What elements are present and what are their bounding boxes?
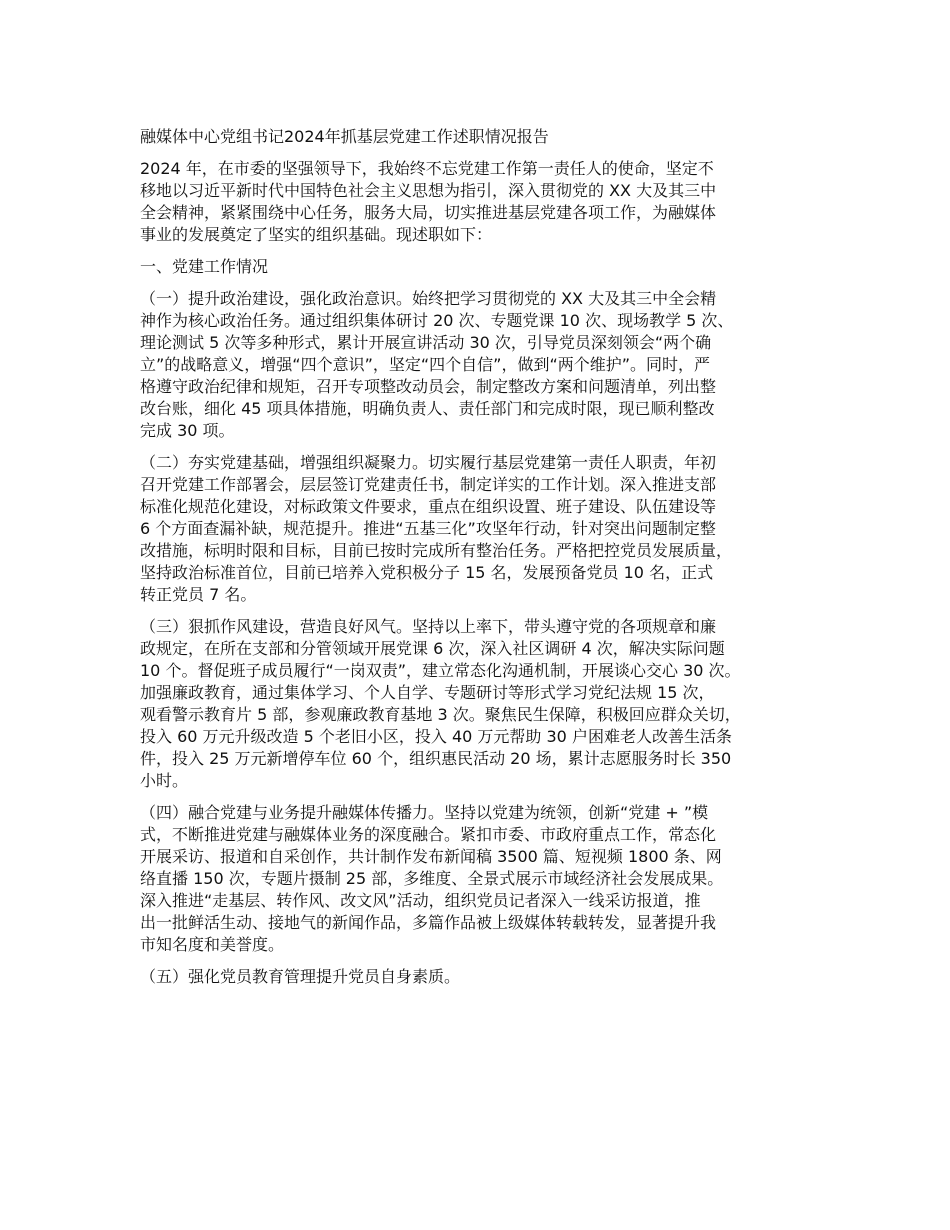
item3-line: 小时。: [140, 771, 189, 790]
item1-line: 改台账，细化 45 项具体措施，明确负责人、责任部门和完成时限，现已顺利整改: [140, 399, 715, 418]
item4-line: 络直播 150 次，专题片摄制 25 部，多维度、全景式展示市域经济社会发展成果。: [140, 869, 724, 888]
item1-line: 神作为核心政治任务。通过组织集体研讨 20 次、专题党课 10 次、现场教学 5 次、: [140, 311, 734, 330]
item2-line: 坚持政治标准首位，目前已培养入党积极分子 15 名，发展预备党员 10 名，正式: [140, 563, 714, 582]
intro-line: 全会精神，紧紧围绕中心任务，服务大局，切实推进基层党建各项工作，为融媒体: [140, 203, 717, 222]
section-heading: 一、党建工作情况: [140, 257, 269, 276]
item2-line: 召开党建工作部署会，层层签订党建责任书，制定详实的工作计划。深入推进支部: [140, 475, 717, 494]
item3-line: 政规定，在所在支部和分管领域开展党课 6 次，深入社区调研 4 次，解决实际问题: [140, 639, 725, 658]
intro-line: 2024 年，在市委的坚强领导下，我始终不忘党建工作第一责任人的使命，坚定不: [140, 159, 714, 178]
item3-paragraph: [140, 616, 830, 792]
intro-paragraph: [140, 158, 830, 246]
item3-line: 件，投入 25 万元新增停车位 60 个，组织惠民活动 20 场，累计志愿服务时长 350: [140, 749, 732, 768]
item2-line: 标准化规范化建设，对标政策文件要求，重点在组织设置、班子建设、队伍建设等: [140, 497, 717, 516]
item4-paragraph: [140, 802, 830, 956]
item1-line: 完成 30 项。: [140, 421, 235, 440]
item2-line: 改措施，标明时限和目标，目前已按时完成所有整治任务。严格把控党员发展质量，: [140, 541, 733, 560]
item5-line: （五）强化党员教育管理提升党员自身素质。: [140, 967, 461, 986]
item1-line: 理论测试 5 次等多种形式，累计开展宣讲活动 30 次，引导党员深刻领会“两个确: [140, 333, 712, 352]
item2-line: 转正党员 7 名。: [140, 585, 257, 604]
item5-paragraph: [140, 966, 830, 988]
item3-line: 投入 60 万元升级改造 5 个老旧小区，投入 40 万元帮助 30 户困难老人改善生活条: [140, 727, 732, 746]
item2-paragraph: [140, 452, 830, 606]
item1-paragraph: [140, 288, 830, 442]
item1-line: 立”的战略意义，增强“四个意识”，坚定“四个自信”，做到“两个维护”。同时，严: [140, 355, 711, 374]
item2-line: 6 个方面查漏补缺，规范提升。推进“五基三化”攻坚年行动，针对突出问题制定整: [140, 519, 716, 538]
item4-line: 深入推进“走基层、转作风、改文风”活动，组织党员记者深入一线采访报道，推: [140, 891, 701, 910]
item2-line: （二）夯实党建基础，增强组织凝聚力。切实履行基层党建第一责任人职责，年初: [140, 453, 717, 472]
item3-line: （三）狠抓作风建设，营造良好风气。坚持以上率下，带头遵守党的各项规章和廉: [140, 617, 717, 636]
intro-line: 事业的发展奠定了坚实的组织基础。现述职如下：: [140, 225, 493, 244]
item3-line: 10 个。督促班子成员履行“一岗双责”，建立常态化沟通机制，开展谈心交心 30 次。: [140, 661, 741, 680]
item4-line: 市知名度和美誉度。: [140, 935, 285, 954]
document-title: 融媒体中心党组书记2024年抓基层党建工作述职情况报告: [140, 127, 549, 146]
item4-line: （四）融合党建与业务提升融媒体传播力。坚持以党建为统领，创新“党建 + ”模: [140, 803, 709, 822]
document-page: [140, 126, 830, 998]
item4-line: 出一批鲜活生动、接地气的新闻作品，多篇作品被上级媒体转载转发，显著提升我: [140, 913, 717, 932]
item3-line: 加强廉政教育，通过集体学习、个人自学、专题研讨等形式学习党纪法规 15 次，: [140, 683, 715, 702]
item3-line: 观看警示教育片 5 部，参观廉政教育基地 3 次。聚焦民生保障，积极回应群众关切，: [140, 705, 741, 724]
item4-line: 式，不断推进党建与融媒体业务的深度融合。紧扣市委、市政府重点工作，常态化: [140, 825, 717, 844]
item4-line: 开展采访、报道和自采创作，共计制作发布新闻稿 3500 篇、短视频 1800 条、网: [140, 847, 722, 866]
item1-line: 格遵守政治纪律和规矩，召开专项整改动员会，制定整改方案和问题清单，列出整: [140, 377, 717, 396]
item1-line: （一）提升政治建设，强化政治意识。始终把学习贯彻党的 XX 大及其三中全会精: [140, 289, 717, 308]
intro-line: 移地以习近平新时代中国特色社会主义思想为指引，深入贯彻党的 XX 大及其三中: [140, 181, 717, 200]
